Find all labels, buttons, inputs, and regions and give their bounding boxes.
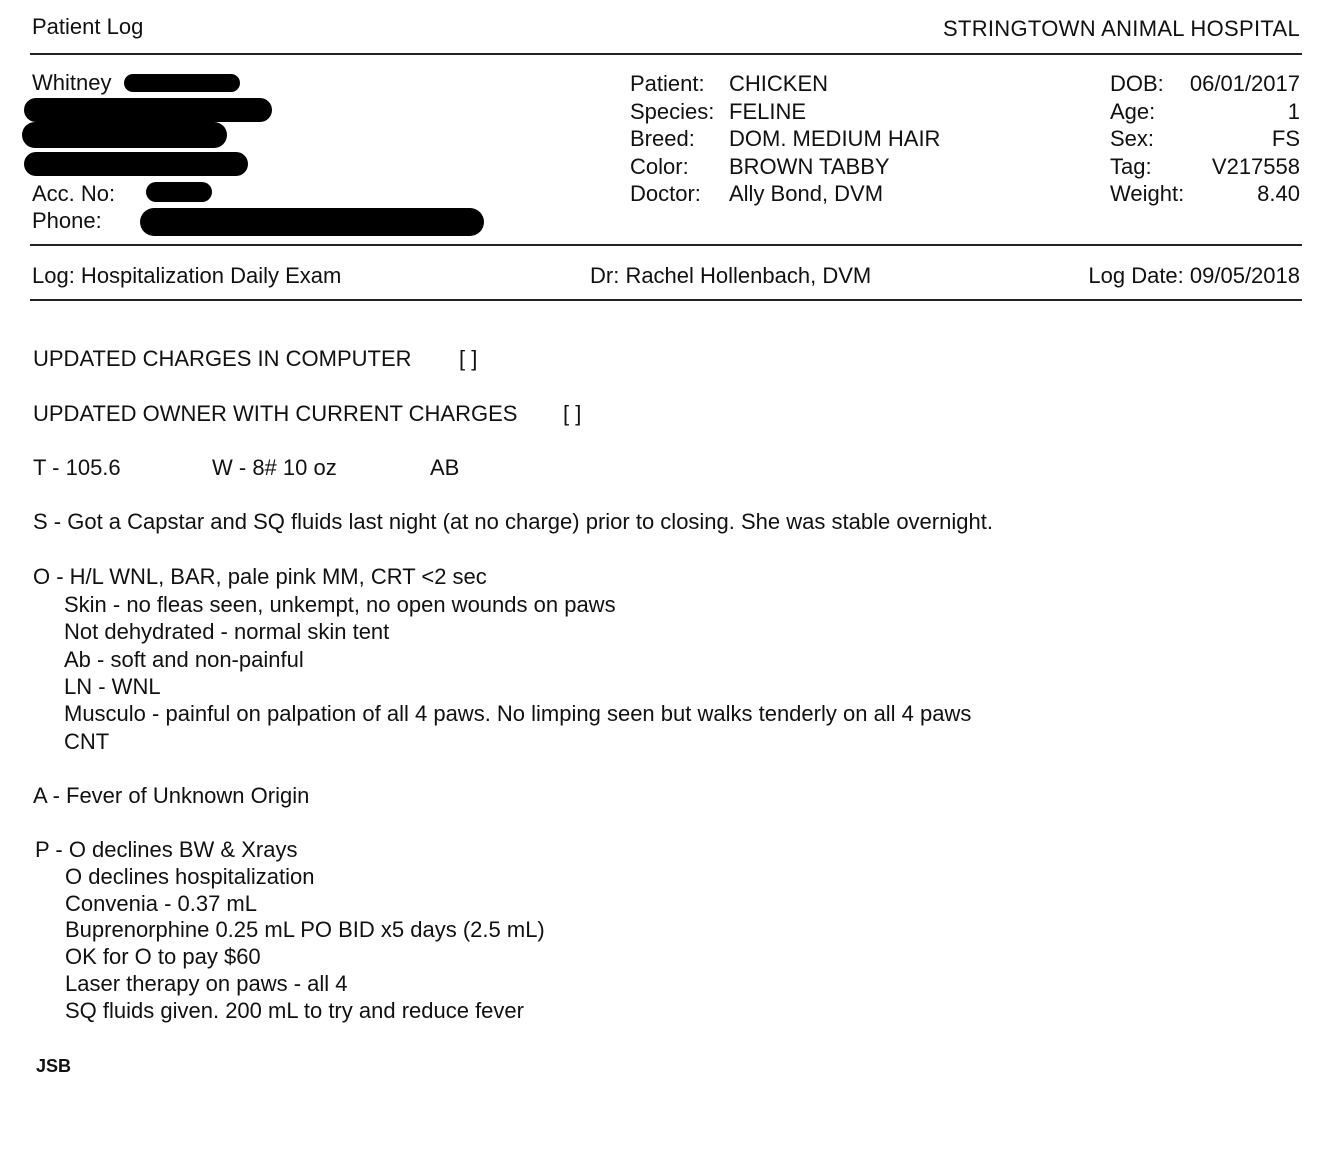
patient-label: Patient:	[630, 71, 705, 96]
dob-label: DOB:	[1110, 71, 1164, 96]
color-label: Color:	[630, 154, 689, 179]
soap-objective-line: Skin - no fleas seen, unkempt, no open wounds on paws	[64, 592, 616, 617]
soap-objective-line: O - H/L WNL, BAR, pale pink MM, CRT <2 sec	[33, 564, 487, 589]
soap-objective-line: CNT	[64, 729, 110, 754]
page-title: Patient Log	[32, 14, 144, 39]
check-owner-row	[33, 401, 582, 427]
doctor-value: Ally Bond, DVM	[729, 181, 884, 206]
soap-objective-line: Musculo - painful on palpation of all 4 paws. No limping seen but walks tenderly on all 4 paws	[64, 701, 972, 726]
redaction-address-2	[22, 122, 227, 148]
info-rule	[30, 244, 1302, 246]
log-type: Log: Hospitalization Daily Exam	[32, 263, 342, 288]
vital-initials: AB	[430, 455, 460, 480]
species-label: Species:	[630, 99, 715, 124]
check-owner-box[interactable]: [ ]	[563, 401, 582, 426]
dob-value: 06/01/2017	[1189, 71, 1300, 96]
sex-value: FS	[1271, 126, 1300, 151]
color-value: BROWN TABBY	[729, 154, 890, 179]
log-date: Log Date: 09/05/2018	[1088, 263, 1300, 288]
check-charges-box[interactable]: [ ]	[459, 346, 478, 371]
breed-label: Breed:	[630, 126, 695, 151]
soap-plan-line: P - O declines BW & Xrays	[35, 837, 298, 862]
soap-objective-line: LN - WNL	[64, 674, 161, 699]
soap-assessment: A - Fever of Unknown Origin	[33, 783, 310, 808]
soap-plan-line: Convenia - 0.37 mL	[65, 891, 257, 916]
redaction-name	[124, 74, 240, 92]
weight-value: 8.40	[1257, 181, 1300, 206]
age-label: Age:	[1110, 99, 1156, 124]
redaction-address-3	[24, 152, 248, 176]
soap-plan-line: Laser therapy on paws - all 4	[65, 971, 348, 996]
patient-value: CHICKEN	[729, 71, 829, 96]
species-value: FELINE	[729, 99, 807, 124]
check-charges-row	[33, 346, 478, 372]
tag-value: V217558	[1211, 154, 1300, 179]
log-rule	[30, 299, 1302, 301]
tag-label: Tag:	[1110, 154, 1152, 179]
header-rule	[30, 53, 1302, 55]
soap-plan-line: OK for O to pay $60	[65, 944, 261, 969]
phone-label: Phone:	[32, 208, 102, 233]
weight-label: Weight:	[1110, 181, 1185, 206]
soap-objective-line: Ab - soft and non-painful	[64, 647, 304, 672]
age-value: 1	[1287, 99, 1300, 124]
breed-value: DOM. MEDIUM HAIR	[729, 126, 941, 151]
check-charges-label: UPDATED CHARGES IN COMPUTER	[33, 346, 412, 371]
check-owner-label: UPDATED OWNER WITH CURRENT CHARGES	[33, 401, 518, 426]
sex-label: Sex:	[1110, 126, 1155, 151]
log-doctor: Dr: Rachel Hollenbach, DVM	[590, 263, 872, 288]
vital-weight: W - 8# 10 oz	[212, 455, 337, 480]
owner-name: Whitney	[32, 70, 112, 95]
signature-initials: JSB	[36, 1056, 72, 1076]
soap-plan-line: O declines hospitalization	[65, 864, 315, 889]
hospital-name: STRINGTOWN ANIMAL HOSPITAL	[943, 16, 1300, 41]
acc-label: Acc. No:	[32, 181, 116, 206]
redaction-address-1	[24, 98, 272, 122]
redaction-phone	[140, 208, 484, 236]
redaction-acc	[146, 182, 212, 202]
soap-plan-line: SQ fluids given. 200 mL to try and reduce fever	[65, 998, 524, 1023]
soap-subjective: S - Got a Capstar and SQ fluids last night (at no charge) prior to closing. She was stable overnight.	[33, 509, 993, 534]
soap-objective-line: Not dehydrated - normal skin tent	[64, 619, 390, 644]
soap-plan-line: Buprenorphine 0.25 mL PO BID x5 days (2.5 mL)	[65, 917, 545, 942]
vital-temp: T - 105.6	[33, 455, 121, 480]
doctor-label: Doctor:	[630, 181, 701, 206]
